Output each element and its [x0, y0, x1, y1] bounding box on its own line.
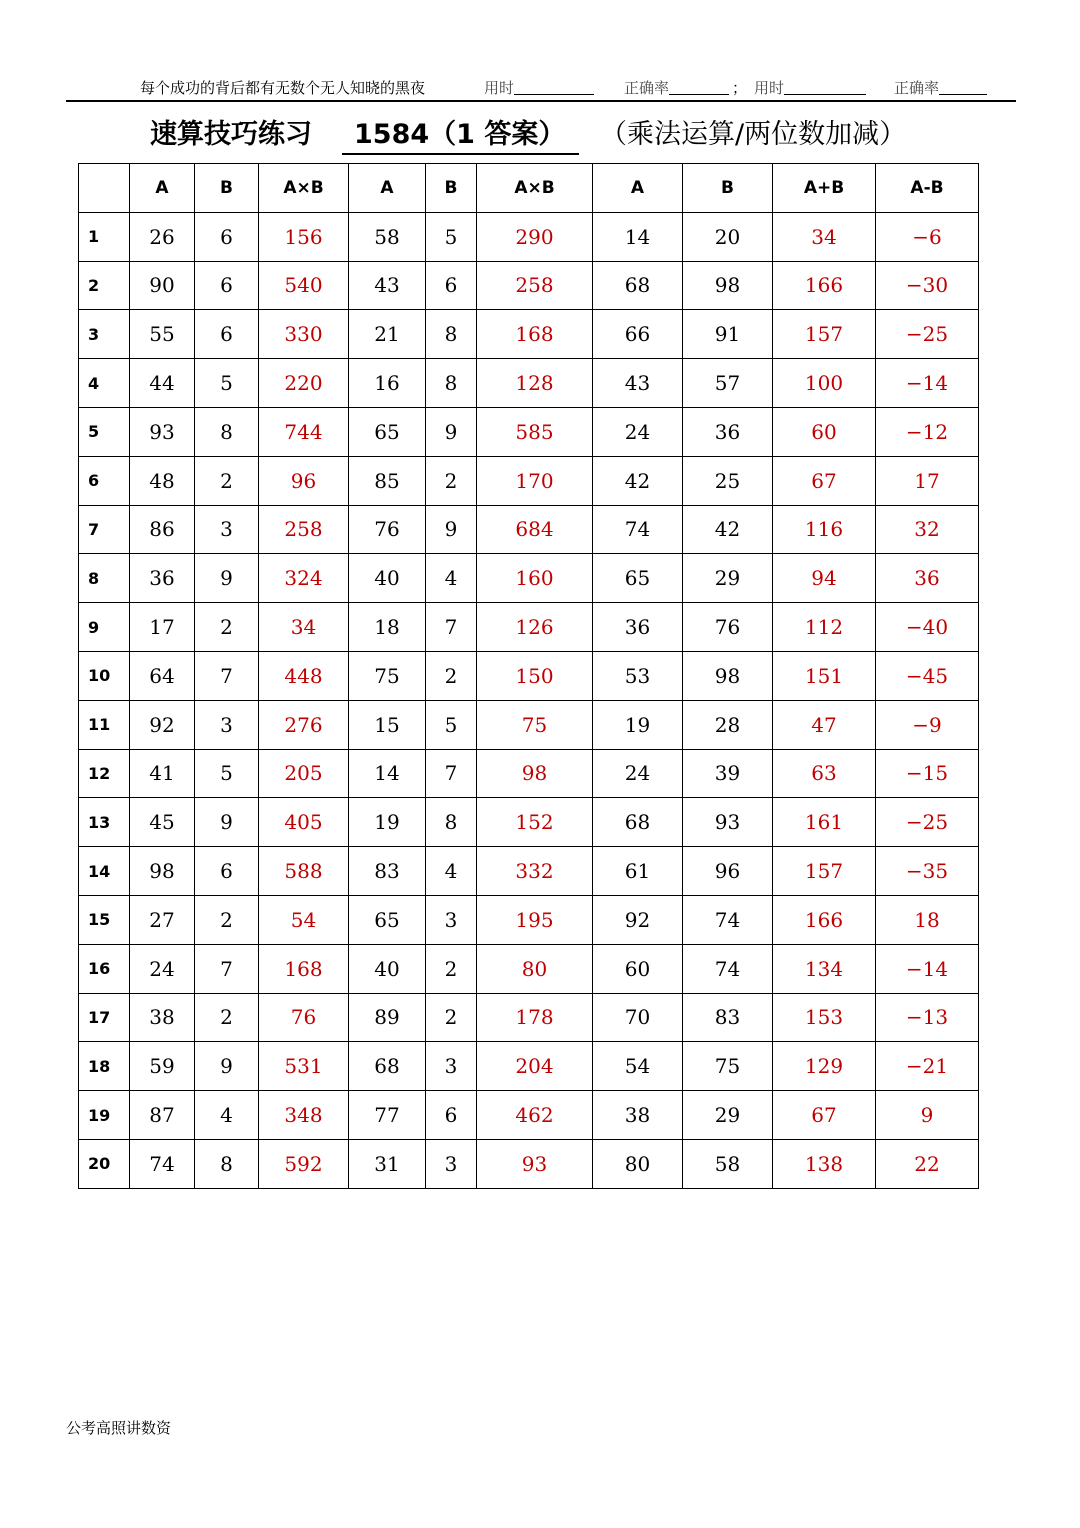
- answer-cell: 67: [773, 456, 876, 505]
- row-number: 15: [79, 895, 130, 944]
- operand-cell: 58: [683, 1139, 773, 1188]
- operand-cell: 68: [593, 798, 683, 847]
- answer-cell: −21: [876, 1042, 979, 1091]
- operand-cell: 7: [426, 603, 477, 652]
- operand-cell: 59: [130, 1042, 195, 1091]
- operand-cell: 43: [349, 261, 426, 310]
- answer-cell: 47: [773, 700, 876, 749]
- operand-cell: 3: [195, 505, 259, 554]
- answer-cell: 531: [259, 1042, 349, 1091]
- operand-cell: 45: [130, 798, 195, 847]
- operand-cell: 92: [593, 895, 683, 944]
- operand-cell: 9: [426, 407, 477, 456]
- table-body: [79, 212, 979, 1188]
- operand-cell: 42: [683, 505, 773, 554]
- answer-cell: 76: [259, 993, 349, 1042]
- answer-cell: 100: [773, 359, 876, 408]
- operand-cell: 7: [195, 944, 259, 993]
- answer-cell: 152: [477, 798, 593, 847]
- operand-cell: 15: [349, 700, 426, 749]
- answer-cell: 60: [773, 407, 876, 456]
- operand-cell: 58: [349, 212, 426, 261]
- answer-cell: 166: [773, 261, 876, 310]
- operand-cell: 29: [683, 554, 773, 603]
- operand-cell: 9: [426, 505, 477, 554]
- table-row: [79, 554, 979, 603]
- operand-cell: 54: [593, 1042, 683, 1091]
- answer-cell: 151: [773, 651, 876, 700]
- operand-cell: 41: [130, 749, 195, 798]
- operand-cell: 74: [593, 505, 683, 554]
- operand-cell: 74: [683, 895, 773, 944]
- table-row: [79, 310, 979, 359]
- operand-cell: 7: [195, 651, 259, 700]
- answer-cell: 96: [259, 456, 349, 505]
- answer-cell: 32: [876, 505, 979, 554]
- operand-cell: 87: [130, 1091, 195, 1140]
- operand-cell: 4: [195, 1091, 259, 1140]
- accuracy-label-2: 正确率: [894, 77, 939, 98]
- row-number: 17: [79, 993, 130, 1042]
- answer-cell: 160: [477, 554, 593, 603]
- answer-cell: 129: [773, 1042, 876, 1091]
- operand-cell: 55: [130, 310, 195, 359]
- answer-cell: 588: [259, 847, 349, 896]
- operand-cell: 21: [349, 310, 426, 359]
- answer-cell: 168: [259, 944, 349, 993]
- row-number: 6: [79, 456, 130, 505]
- column-header: B: [195, 164, 259, 213]
- table-row: [79, 993, 979, 1042]
- operand-cell: 68: [593, 261, 683, 310]
- operand-cell: 2: [426, 456, 477, 505]
- operand-cell: 2: [195, 456, 259, 505]
- operand-cell: 2: [426, 993, 477, 1042]
- answer-cell: −30: [876, 261, 979, 310]
- row-number: 14: [79, 847, 130, 896]
- operand-cell: 3: [426, 1042, 477, 1091]
- operand-cell: 6: [426, 261, 477, 310]
- answer-cell: 258: [477, 261, 593, 310]
- column-header: B: [683, 164, 773, 213]
- table-row: [79, 407, 979, 456]
- row-number: 7: [79, 505, 130, 554]
- row-number: 8: [79, 554, 130, 603]
- answer-cell: 63: [773, 749, 876, 798]
- answer-cell: −9: [876, 700, 979, 749]
- table-row: [79, 895, 979, 944]
- operand-cell: 86: [130, 505, 195, 554]
- operand-cell: 36: [593, 603, 683, 652]
- answer-cell: 9: [876, 1091, 979, 1140]
- operand-cell: 5: [426, 212, 477, 261]
- operand-cell: 7: [426, 749, 477, 798]
- operand-cell: 14: [349, 749, 426, 798]
- table-row: [79, 749, 979, 798]
- column-header: A: [349, 164, 426, 213]
- operand-cell: 64: [130, 651, 195, 700]
- answer-cell: 276: [259, 700, 349, 749]
- operand-cell: 43: [593, 359, 683, 408]
- operand-cell: 76: [349, 505, 426, 554]
- operand-cell: 65: [593, 554, 683, 603]
- operand-cell: 31: [349, 1139, 426, 1188]
- operand-cell: 75: [349, 651, 426, 700]
- operand-cell: 2: [195, 603, 259, 652]
- table-row: [79, 603, 979, 652]
- column-header: A×B: [259, 164, 349, 213]
- operand-cell: 8: [426, 359, 477, 408]
- answer-cell: 448: [259, 651, 349, 700]
- operand-cell: 2: [195, 993, 259, 1042]
- answer-cell: 22: [876, 1139, 979, 1188]
- operand-cell: 3: [195, 700, 259, 749]
- operand-cell: 8: [195, 407, 259, 456]
- answer-cell: 80: [477, 944, 593, 993]
- table-row: [79, 261, 979, 310]
- operand-cell: 2: [426, 651, 477, 700]
- operand-cell: 14: [593, 212, 683, 261]
- operand-cell: 38: [593, 1091, 683, 1140]
- answer-cell: 462: [477, 1091, 593, 1140]
- table-row: [79, 700, 979, 749]
- time-blank-1[interactable]: [514, 80, 594, 95]
- operand-cell: 24: [593, 407, 683, 456]
- answer-cell: 116: [773, 505, 876, 554]
- row-number: 11: [79, 700, 130, 749]
- answer-cell: 75: [477, 700, 593, 749]
- table-row: [79, 798, 979, 847]
- table-row: [79, 847, 979, 896]
- operand-cell: 91: [683, 310, 773, 359]
- row-number: 2: [79, 261, 130, 310]
- column-header: [79, 164, 130, 213]
- page-title: [0, 112, 1080, 152]
- operand-cell: 36: [130, 554, 195, 603]
- table-row: [79, 1042, 979, 1091]
- answer-cell: 220: [259, 359, 349, 408]
- operand-cell: 6: [195, 847, 259, 896]
- answer-cell: 585: [477, 407, 593, 456]
- operand-cell: 36: [683, 407, 773, 456]
- operand-cell: 98: [683, 651, 773, 700]
- answer-cell: 93: [477, 1139, 593, 1188]
- answer-cell: 170: [477, 456, 593, 505]
- answer-cell: −25: [876, 798, 979, 847]
- operand-cell: 93: [130, 407, 195, 456]
- row-number: 20: [79, 1139, 130, 1188]
- answer-cell: 94: [773, 554, 876, 603]
- operand-cell: 6: [195, 212, 259, 261]
- motto-text: 每个成功的背后都有无数个无人知晓的黑夜: [140, 79, 426, 97]
- answer-cell: 161: [773, 798, 876, 847]
- answer-cell: 54: [259, 895, 349, 944]
- row-number: 1: [79, 212, 130, 261]
- operand-cell: 29: [683, 1091, 773, 1140]
- answer-cell: 34: [259, 603, 349, 652]
- operand-cell: 75: [683, 1042, 773, 1091]
- answer-cell: 195: [477, 895, 593, 944]
- answer-cell: 258: [259, 505, 349, 554]
- answer-cell: −12: [876, 407, 979, 456]
- operand-cell: 9: [195, 1042, 259, 1091]
- answer-cell: 166: [773, 895, 876, 944]
- answer-cell: 153: [773, 993, 876, 1042]
- operand-cell: 5: [426, 700, 477, 749]
- operand-cell: 76: [683, 603, 773, 652]
- table-row: [79, 944, 979, 993]
- column-header: A: [593, 164, 683, 213]
- operand-cell: 70: [593, 993, 683, 1042]
- operand-cell: 42: [593, 456, 683, 505]
- row-number: 18: [79, 1042, 130, 1091]
- operand-cell: 17: [130, 603, 195, 652]
- answer-cell: −14: [876, 944, 979, 993]
- operand-cell: 9: [195, 554, 259, 603]
- operand-cell: 89: [349, 993, 426, 1042]
- row-number: 3: [79, 310, 130, 359]
- separator-text: ；: [732, 79, 748, 97]
- row-number: 5: [79, 407, 130, 456]
- answer-cell: 205: [259, 749, 349, 798]
- row-number: 16: [79, 944, 130, 993]
- operand-cell: 39: [683, 749, 773, 798]
- answer-cell: −15: [876, 749, 979, 798]
- operand-cell: 93: [683, 798, 773, 847]
- operand-cell: 65: [349, 407, 426, 456]
- time-blank-2[interactable]: [784, 80, 866, 95]
- row-number: 10: [79, 651, 130, 700]
- table-row: [79, 1091, 979, 1140]
- operand-cell: 83: [349, 847, 426, 896]
- answer-cell: 157: [773, 310, 876, 359]
- operand-cell: 16: [349, 359, 426, 408]
- answer-cell: −25: [876, 310, 979, 359]
- operand-cell: 6: [195, 261, 259, 310]
- footer-text: 公考高照讲数资: [66, 1419, 172, 1437]
- row-number: 13: [79, 798, 130, 847]
- answer-cell: 744: [259, 407, 349, 456]
- operand-cell: 98: [130, 847, 195, 896]
- row-number: 9: [79, 603, 130, 652]
- operand-cell: 24: [593, 749, 683, 798]
- column-header: B: [426, 164, 477, 213]
- answer-cell: 34: [773, 212, 876, 261]
- operand-cell: 4: [426, 554, 477, 603]
- answer-cell: 36: [876, 554, 979, 603]
- answer-cell: 134: [773, 944, 876, 993]
- table-row: [79, 359, 979, 408]
- answer-cell: −45: [876, 651, 979, 700]
- operand-cell: 3: [426, 1139, 477, 1188]
- answer-cell: −14: [876, 359, 979, 408]
- answer-cell: 324: [259, 554, 349, 603]
- operand-cell: 6: [426, 1091, 477, 1140]
- accuracy-blank-2[interactable]: [939, 80, 987, 95]
- operand-cell: 27: [130, 895, 195, 944]
- operand-cell: 68: [349, 1042, 426, 1091]
- column-header: A: [130, 164, 195, 213]
- operand-cell: 25: [683, 456, 773, 505]
- operand-cell: 8: [426, 798, 477, 847]
- practice-table: [78, 163, 979, 1189]
- answer-cell: 204: [477, 1042, 593, 1091]
- operand-cell: 28: [683, 700, 773, 749]
- operand-cell: 40: [349, 554, 426, 603]
- operand-cell: 60: [593, 944, 683, 993]
- answer-cell: 178: [477, 993, 593, 1042]
- operand-cell: 5: [195, 749, 259, 798]
- operand-cell: 83: [683, 993, 773, 1042]
- row-number: 12: [79, 749, 130, 798]
- operand-cell: 92: [130, 700, 195, 749]
- operand-cell: 96: [683, 847, 773, 896]
- answer-cell: 332: [477, 847, 593, 896]
- answer-cell: 150: [477, 651, 593, 700]
- operand-cell: 5: [195, 359, 259, 408]
- operand-cell: 2: [195, 895, 259, 944]
- table-header-row: [79, 164, 979, 213]
- row-number: 4: [79, 359, 130, 408]
- accuracy-label-1: 正确率: [624, 77, 669, 98]
- operand-cell: 57: [683, 359, 773, 408]
- operand-cell: 19: [349, 798, 426, 847]
- answer-cell: 17: [876, 456, 979, 505]
- accuracy-blank-1[interactable]: [669, 80, 729, 95]
- operand-cell: 44: [130, 359, 195, 408]
- table-row: [79, 456, 979, 505]
- time-label-1: 用时: [484, 77, 514, 98]
- answer-cell: 168: [477, 310, 593, 359]
- operand-cell: 80: [593, 1139, 683, 1188]
- operand-cell: 61: [593, 847, 683, 896]
- operand-cell: 40: [349, 944, 426, 993]
- row-number: 19: [79, 1091, 130, 1140]
- operand-cell: 24: [130, 944, 195, 993]
- operand-cell: 90: [130, 261, 195, 310]
- answer-cell: −6: [876, 212, 979, 261]
- column-header: A-B: [876, 164, 979, 213]
- operand-cell: 66: [593, 310, 683, 359]
- operand-cell: 85: [349, 456, 426, 505]
- operand-cell: 65: [349, 895, 426, 944]
- answer-cell: 330: [259, 310, 349, 359]
- operand-cell: 74: [130, 1139, 195, 1188]
- table-row: [79, 1139, 979, 1188]
- answer-cell: 405: [259, 798, 349, 847]
- answer-cell: 348: [259, 1091, 349, 1140]
- table-row: [79, 505, 979, 554]
- operand-cell: 6: [195, 310, 259, 359]
- operand-cell: 26: [130, 212, 195, 261]
- answer-cell: 138: [773, 1139, 876, 1188]
- table-row: [79, 212, 979, 261]
- answer-cell: −35: [876, 847, 979, 896]
- operand-cell: 38: [130, 993, 195, 1042]
- answer-cell: 112: [773, 603, 876, 652]
- column-header: A×B: [477, 164, 593, 213]
- operand-cell: 4: [426, 847, 477, 896]
- title-subtitle: （乘法运算/两位数加减）: [600, 119, 907, 150]
- operand-cell: 77: [349, 1091, 426, 1140]
- answer-cell: 156: [259, 212, 349, 261]
- title-main: 速算技巧练习: [150, 119, 312, 150]
- operand-cell: 8: [195, 1139, 259, 1188]
- operand-cell: 8: [426, 310, 477, 359]
- answer-cell: 98: [477, 749, 593, 798]
- operand-cell: 98: [683, 261, 773, 310]
- operand-cell: 20: [683, 212, 773, 261]
- answer-cell: 128: [477, 359, 593, 408]
- operand-cell: 18: [349, 603, 426, 652]
- header-bar: [66, 74, 1016, 102]
- answer-cell: 126: [477, 603, 593, 652]
- operand-cell: 53: [593, 651, 683, 700]
- table-row: [79, 651, 979, 700]
- answer-cell: 67: [773, 1091, 876, 1140]
- operand-cell: 74: [683, 944, 773, 993]
- answer-cell: 290: [477, 212, 593, 261]
- title-code: 1584（1 答案）: [342, 112, 579, 155]
- answer-cell: 18: [876, 895, 979, 944]
- time-label-2: 用时: [754, 77, 784, 98]
- operand-cell: 2: [426, 944, 477, 993]
- answer-cell: 157: [773, 847, 876, 896]
- answer-cell: 684: [477, 505, 593, 554]
- operand-cell: 3: [426, 895, 477, 944]
- answer-cell: −13: [876, 993, 979, 1042]
- operand-cell: 48: [130, 456, 195, 505]
- column-header: A+B: [773, 164, 876, 213]
- answer-cell: −40: [876, 603, 979, 652]
- answer-cell: 592: [259, 1139, 349, 1188]
- answer-cell: 540: [259, 261, 349, 310]
- operand-cell: 9: [195, 798, 259, 847]
- operand-cell: 19: [593, 700, 683, 749]
